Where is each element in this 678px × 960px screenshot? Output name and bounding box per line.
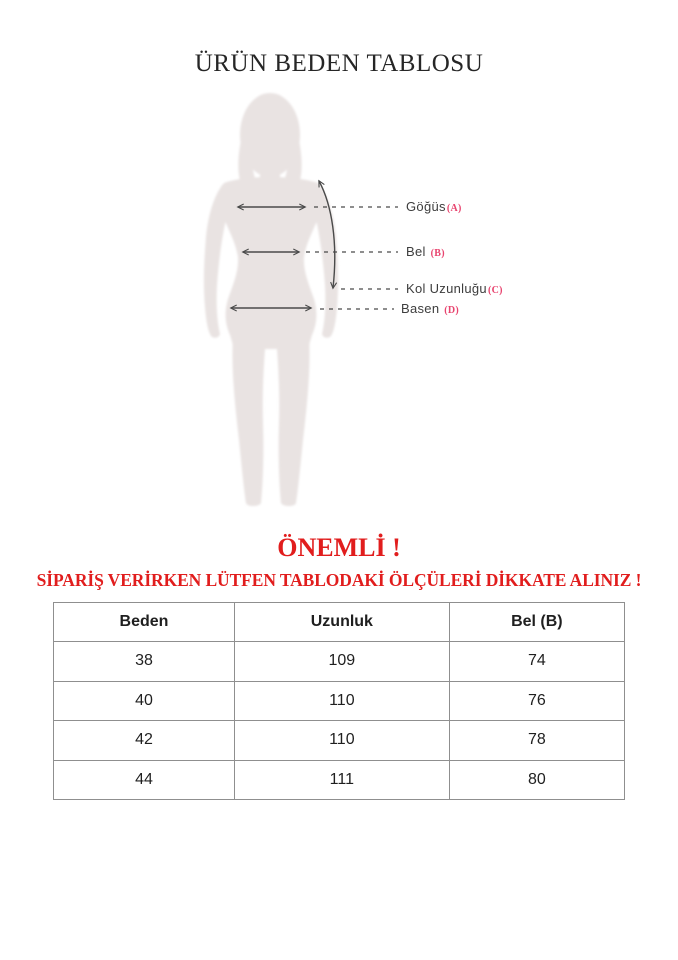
table-cell: 74 <box>449 642 624 682</box>
measurement-label-waist <box>406 244 445 260</box>
size-table-body <box>54 642 625 800</box>
body-measurement-diagram <box>0 85 678 515</box>
silhouette-leg-right <box>276 335 310 506</box>
female-silhouette <box>204 93 338 506</box>
table-cell: 111 <box>235 760 450 800</box>
measurement-code: (C) <box>487 285 503 296</box>
important-heading: ÖNEMLİ ! <box>277 533 401 562</box>
measurement-name: Göğüs <box>406 199 446 214</box>
silhouette-leg-left <box>232 335 266 506</box>
column-header-size: Beden <box>54 603 235 642</box>
table-cell: 76 <box>449 681 624 721</box>
table-header-row <box>54 603 625 642</box>
measurement-label-hip <box>401 301 459 317</box>
table-row <box>54 760 625 800</box>
silhouette-torso <box>220 177 321 337</box>
column-header-length: Uzunluk <box>235 603 450 642</box>
table-cell: 38 <box>54 642 235 682</box>
measurement-code: (A) <box>446 203 462 214</box>
column-header-waist: Bel (B) <box>449 603 624 642</box>
measurement-code: (B) <box>430 248 445 259</box>
measurement-name: Basen <box>401 301 444 316</box>
table-row <box>54 681 625 721</box>
table-cell: 80 <box>449 760 624 800</box>
measurement-label-arm-length <box>406 281 503 297</box>
table-cell: 109 <box>235 642 450 682</box>
table-cell: 110 <box>235 681 450 721</box>
measurement-name: Bel <box>406 244 430 259</box>
table-cell: 110 <box>235 721 450 761</box>
warning-text: SİPARİŞ VERİRKEN LÜTFEN TABLODAKİ ÖLÇÜLERİ DİKKATE ALINIZ ! <box>36 570 642 590</box>
table-cell: 44 <box>54 760 235 800</box>
table-cell: 42 <box>54 721 235 761</box>
size-table <box>53 602 625 800</box>
measurement-label-chest <box>406 199 462 215</box>
table-cell: 78 <box>449 721 624 761</box>
table-cell: 40 <box>54 681 235 721</box>
table-row <box>54 721 625 761</box>
page-title: ÜRÜN BEDEN TABLOSU <box>194 50 484 77</box>
measurement-code: (D) <box>444 305 460 316</box>
size-table-header <box>54 603 625 642</box>
measurement-name: Kol Uzunluğu <box>406 281 487 296</box>
table-row <box>54 642 625 682</box>
